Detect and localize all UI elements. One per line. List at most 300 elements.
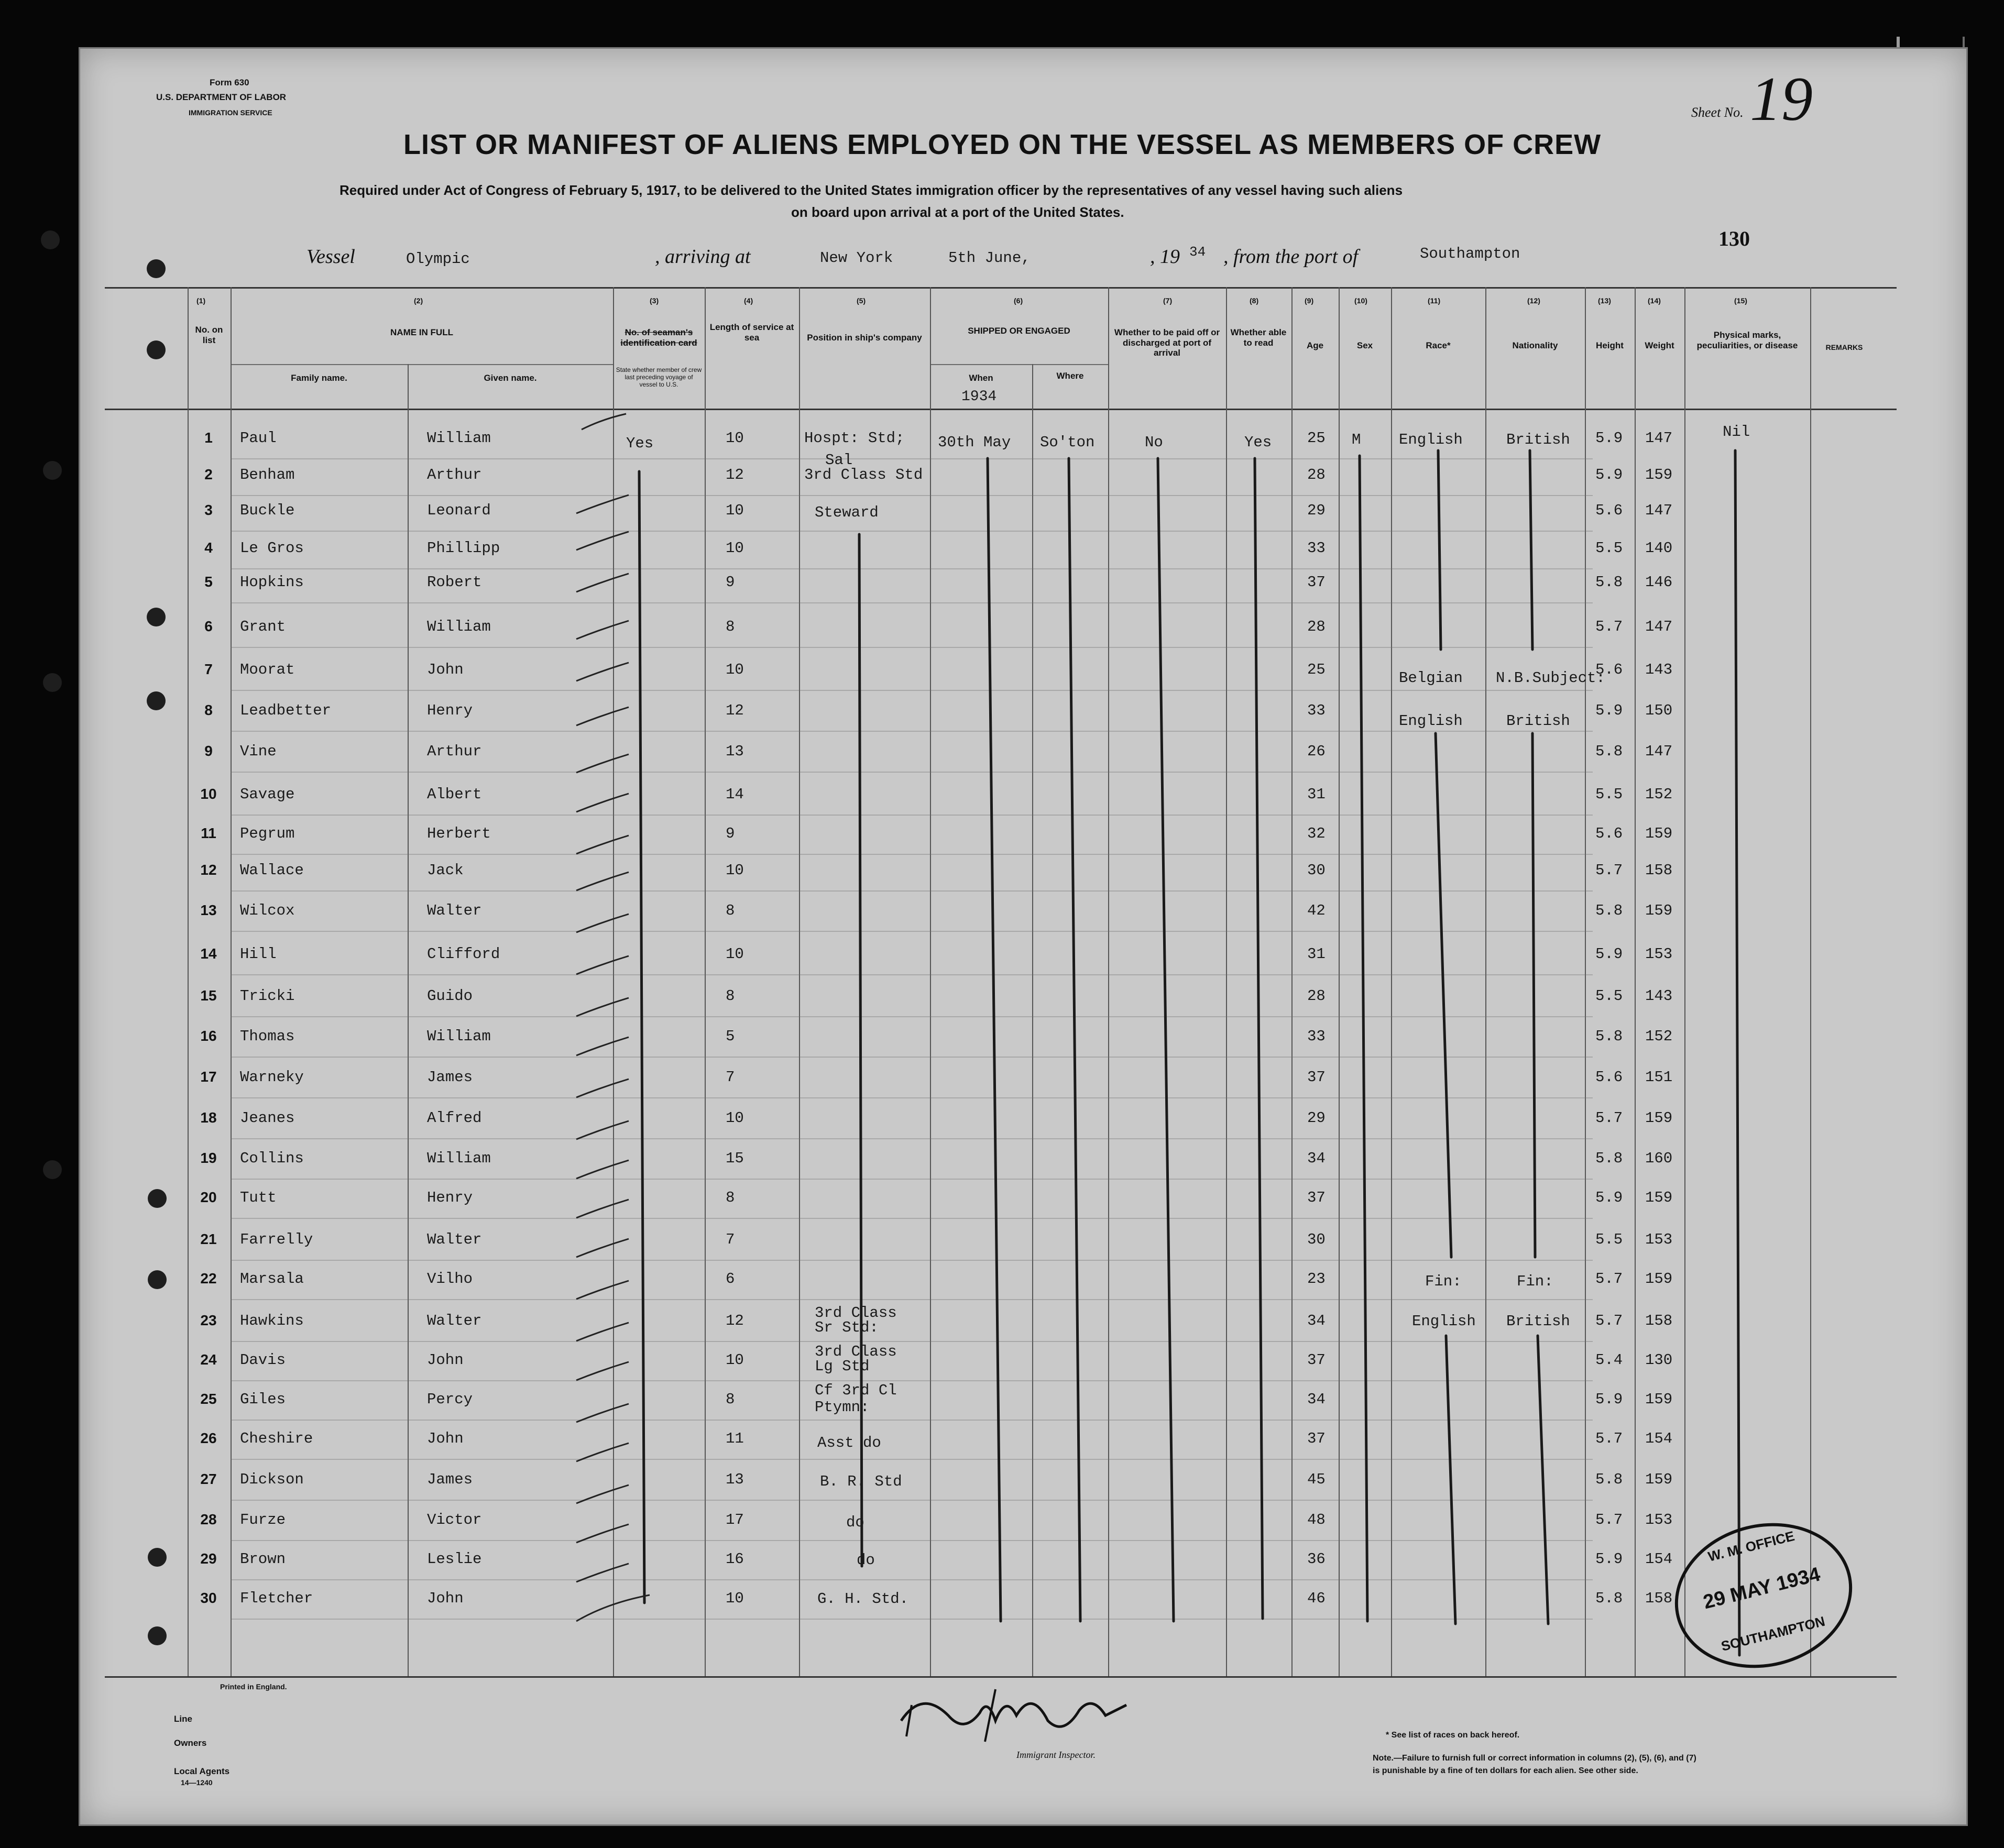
family-name: Furze (240, 1511, 286, 1528)
weight: 154 (1645, 1430, 1673, 1447)
col8-number: (8) (1250, 296, 1259, 305)
height: 5.9 (1595, 430, 1623, 447)
row-number: 28 (200, 1511, 217, 1527)
col6-number: (6) (1014, 296, 1023, 305)
form-title: LIST OR MANIFEST OF ALIENS EMPLOYED ON THE VESSEL AS MEMBERS OF CREW (403, 129, 1602, 160)
physical-marks: Nil (1723, 423, 1750, 441)
given-name: Herbert (427, 825, 491, 842)
weight: 158 (1645, 1312, 1673, 1329)
age: 29 (1307, 502, 1326, 519)
col10-header: Sex (1356, 340, 1373, 350)
col6-when-header: When (969, 373, 993, 383)
service: IMMIGRATION SERVICE (189, 108, 272, 117)
row-number: 22 (200, 1270, 217, 1286)
service-years: 14 (726, 786, 744, 803)
family-name: Buckle (240, 502, 295, 519)
vessel-label: Vessel (306, 246, 355, 268)
stamp-date: 29 MAY 1934 (1701, 1563, 1823, 1614)
service-years: 6 (726, 1270, 735, 1288)
service-years: 16 (726, 1550, 744, 1568)
weight: 147 (1645, 743, 1673, 760)
family-name: Leadbetter (240, 702, 332, 719)
family-name: Tutt (240, 1189, 277, 1206)
family-name: Fletcher (240, 1590, 313, 1607)
position-row-23b: Sr Std: (815, 1319, 879, 1336)
row-number: 27 (200, 1471, 217, 1487)
row-number: 29 (200, 1550, 217, 1567)
height: 5.9 (1595, 466, 1623, 483)
given-name: Robert (427, 574, 482, 591)
position-row-3: Steward (815, 504, 879, 521)
service-years: 13 (726, 743, 744, 760)
inspector-label: Immigrant Inspector. (1016, 1750, 1096, 1760)
col14-number: (14) (1648, 296, 1661, 305)
given-name: Leslie (427, 1550, 482, 1568)
given-name: Arthur (427, 743, 482, 760)
age: 31 (1307, 945, 1326, 963)
col15-number: (15) (1734, 296, 1747, 305)
given-name: John (427, 1430, 464, 1447)
height: 5.9 (1595, 945, 1623, 963)
given-name: Victor (427, 1511, 482, 1528)
col12-number: (12) (1527, 296, 1540, 305)
service-years: 7 (726, 1231, 735, 1248)
family-name: Marsala (240, 1270, 304, 1288)
weight: 147 (1645, 618, 1673, 635)
given-name: Henry (427, 702, 473, 719)
nationality-row-23: British (1506, 1313, 1570, 1330)
weight: 152 (1645, 786, 1673, 803)
height: 5.7 (1595, 618, 1623, 635)
height: 5.8 (1595, 902, 1623, 919)
age: 30 (1307, 1231, 1326, 1248)
age: 26 (1307, 743, 1326, 760)
service-years: 8 (726, 987, 735, 1005)
inspector-signature (891, 1684, 1137, 1747)
given-name: Walter (427, 1231, 482, 1248)
family-name: Jeanes (240, 1109, 295, 1127)
weight: 152 (1645, 1028, 1673, 1045)
weight: 159 (1645, 825, 1673, 842)
col12-header: Nationality (1512, 340, 1558, 350)
row-number: 24 (200, 1351, 217, 1368)
note-line-2: is punishable by a fine of ten dollars for each alien. See other side. (1373, 1766, 1638, 1775)
height: 5.7 (1595, 1430, 1623, 1447)
family-name: Hawkins (240, 1312, 304, 1329)
col8-header: Whether able to read (1230, 327, 1287, 348)
col4-number: (4) (744, 296, 753, 305)
age: 34 (1307, 1391, 1326, 1408)
age: 36 (1307, 1550, 1326, 1568)
height: 5.7 (1595, 1109, 1623, 1127)
given-name: Alfred (427, 1109, 482, 1127)
stamp-top: W. M. OFFICE (1706, 1527, 1797, 1565)
height: 5.8 (1595, 1150, 1623, 1167)
weight: 154 (1645, 1550, 1673, 1568)
age: 45 (1307, 1471, 1326, 1488)
family-name: Davis (240, 1351, 286, 1369)
family-name: Wilcox (240, 902, 295, 919)
family-name: Savage (240, 786, 295, 803)
service-years: 10 (726, 1109, 744, 1127)
race-row-23: English (1412, 1313, 1476, 1330)
given-name: Albert (427, 786, 482, 803)
age: 33 (1307, 540, 1326, 557)
weight: 159 (1645, 1391, 1673, 1408)
row-number: 21 (200, 1231, 217, 1247)
col3-subheader: State whether member of crew last preceding voyage of vessel to U.S. (616, 366, 702, 388)
weight: 153 (1645, 945, 1673, 963)
age: 42 (1307, 902, 1326, 919)
service-years: 13 (726, 1471, 744, 1488)
col1-number: (1) (196, 296, 206, 305)
age: 28 (1307, 618, 1326, 635)
family-name: Warneky (240, 1069, 304, 1086)
service-years: 10 (726, 862, 744, 879)
row-number: 3 (204, 502, 213, 518)
weight: 159 (1645, 466, 1673, 483)
row-number: 18 (200, 1109, 217, 1126)
service-years: 11 (726, 1430, 744, 1447)
col2-number: (2) (414, 296, 423, 305)
row-number: 2 (204, 466, 213, 482)
given-name: Leonard (427, 502, 491, 519)
height: 5.6 (1595, 502, 1623, 519)
position-row-23a: 3rd Class (815, 1304, 897, 1322)
given-name: James (427, 1471, 473, 1488)
form-subtitle-1: Required under Act of Congress of February 5, 1917, to be delivered to the United States immigration officer by the representatives of any vessel having such aliens (340, 182, 1403, 198)
weight: 159 (1645, 902, 1673, 919)
service-years: 8 (726, 902, 735, 919)
height: 5.8 (1595, 1028, 1623, 1045)
weight: 159 (1645, 1471, 1673, 1488)
row-number: 17 (200, 1069, 217, 1085)
row-number: 7 (204, 661, 213, 677)
race-row-7: Belgian (1399, 669, 1463, 687)
family-name: Tricki (240, 987, 295, 1005)
height: 5.6 (1595, 1069, 1623, 1086)
given-name: Walter (427, 1312, 482, 1329)
service-years: 10 (726, 945, 744, 963)
position-row-24b: Lg Std (815, 1358, 870, 1375)
weight: 158 (1645, 1590, 1673, 1607)
age: 28 (1307, 987, 1326, 1005)
family-name: Le Gros (240, 540, 304, 557)
weight: 153 (1645, 1231, 1673, 1248)
family-name: Vine (240, 743, 277, 760)
family-name: Moorat (240, 661, 295, 678)
position-row-25b: Ptymn: (815, 1399, 870, 1416)
col2-family-header: Family name. (291, 373, 347, 383)
col9-number: (9) (1305, 296, 1314, 305)
service-years: 10 (726, 1351, 744, 1369)
row-number: 23 (200, 1312, 217, 1328)
stamp-bottom: SOUTHAMPTON (1719, 1613, 1827, 1654)
printed-in: Printed in England. (220, 1682, 287, 1691)
position-row-27: B. R. Std (820, 1473, 902, 1490)
form-number: Form 630 (210, 78, 249, 87)
year-label: , 19 (1150, 246, 1180, 268)
weight: 130 (1645, 1351, 1673, 1369)
height: 5.6 (1595, 825, 1623, 842)
shipped-when: 30th May (938, 434, 1011, 451)
family-name: Pegrum (240, 825, 295, 842)
weight: 140 (1645, 540, 1673, 557)
row-number: 15 (200, 987, 217, 1004)
col11-number: (11) (1428, 296, 1441, 305)
department: U.S. DEPARTMENT OF LABOR (156, 92, 287, 102)
given-name: William (427, 1028, 491, 1045)
height: 5.6 (1595, 661, 1623, 678)
height: 5.7 (1595, 1312, 1623, 1329)
given-name: John (427, 1351, 464, 1369)
height: 5.5 (1595, 1231, 1623, 1248)
weight: 153 (1645, 1511, 1673, 1528)
service-years: 12 (726, 702, 744, 719)
height: 5.8 (1595, 1590, 1623, 1607)
height: 5.7 (1595, 1270, 1623, 1288)
position-row-1: Hospt: Std; (804, 430, 905, 447)
col9-header: Age (1306, 340, 1324, 350)
position-row-28: do (846, 1514, 864, 1531)
col1-header: No. on list (195, 325, 223, 345)
age: 25 (1307, 430, 1326, 447)
service-years: 17 (726, 1511, 744, 1528)
col6-where-header: Where (1056, 371, 1084, 381)
vessel-name: Olympic (406, 250, 470, 268)
col7-header: Whether to be paid off or discharged at port of arrival (1114, 327, 1220, 358)
row-number: 14 (200, 945, 217, 962)
sex: M (1352, 431, 1361, 448)
row-number: 8 (204, 702, 213, 718)
position-row-30: G. H. Std. (817, 1590, 909, 1608)
row-number: 10 (200, 786, 217, 802)
given-name: William (427, 430, 491, 447)
age: 31 (1307, 786, 1326, 803)
height: 5.9 (1595, 1189, 1623, 1206)
col2-given-header: Given name. (484, 373, 537, 383)
age: 34 (1307, 1312, 1326, 1329)
given-name: Percy (427, 1391, 473, 1408)
sheet-number: 19 (1750, 64, 1813, 134)
height: 5.5 (1595, 540, 1623, 557)
note-line-1: Note.—Failure to furnish full or correct information in columns (2), (5), (6), and (7) (1373, 1754, 1696, 1763)
height: 5.5 (1595, 987, 1623, 1005)
service-years: 8 (726, 1189, 735, 1206)
age: 25 (1307, 661, 1326, 678)
list-number: 130 (1718, 227, 1750, 250)
age: 30 (1307, 862, 1326, 879)
departure-port: Southampton (1420, 245, 1520, 262)
nationality-row-7: N.B.Subject: (1496, 669, 1605, 687)
weight: 159 (1645, 1189, 1673, 1206)
weight: 160 (1645, 1150, 1673, 1167)
height: 5.7 (1595, 1511, 1623, 1528)
weight: 147 (1645, 502, 1673, 519)
height: 5.8 (1595, 1471, 1623, 1488)
weight: 158 (1645, 862, 1673, 879)
age: 37 (1307, 1430, 1326, 1447)
service-years: 10 (726, 540, 744, 557)
agents-code: 14—1240 (181, 1778, 213, 1787)
row-number: 13 (200, 902, 217, 918)
row-number: 19 (200, 1150, 217, 1166)
col6-header: SHIPPED OR ENGAGED (968, 326, 1070, 336)
col2-header: NAME IN FULL (390, 327, 453, 337)
race-row-22: Fin: (1425, 1273, 1462, 1290)
service-years: 5 (726, 1028, 735, 1045)
position-row-26: Asst do (817, 1434, 881, 1451)
height: 5.9 (1595, 702, 1623, 719)
family-name: Wallace (240, 862, 304, 879)
age: 29 (1307, 1109, 1326, 1127)
weight: 159 (1645, 1270, 1673, 1288)
row-number: 30 (200, 1590, 217, 1606)
weight: 146 (1645, 574, 1673, 591)
shipped-year: 1934 (961, 389, 997, 405)
col4-header: Length of service at sea (709, 322, 794, 343)
arrival-port: New York (820, 249, 893, 267)
family-name: Benham (240, 466, 295, 483)
col10-number: (10) (1354, 296, 1367, 305)
height: 5.7 (1595, 862, 1623, 879)
weight: 143 (1645, 661, 1673, 678)
given-name: Henry (427, 1189, 473, 1206)
given-name: Clifford (427, 945, 500, 963)
family-name: Dickson (240, 1471, 304, 1488)
given-name: John (427, 1590, 464, 1607)
row-number: 1 (204, 430, 213, 446)
age: 33 (1307, 1028, 1326, 1045)
family-name: Farrelly (240, 1231, 313, 1248)
agents-label: Local Agents (174, 1766, 230, 1776)
year-value: 34 (1189, 244, 1206, 260)
sheet-label: Sheet No. (1691, 105, 1744, 120)
age: 33 (1307, 702, 1326, 719)
remarks-header: REMARKS (1825, 343, 1863, 351)
last-voyage-answer: Yes (626, 435, 654, 452)
nationality: British (1506, 431, 1570, 448)
able-to-read: Yes (1244, 434, 1272, 451)
age: 32 (1307, 825, 1326, 842)
family-name: Giles (240, 1391, 286, 1408)
col5-header: Position in ship's company (807, 333, 922, 343)
nationality-row-8: British (1506, 712, 1570, 730)
age: 37 (1307, 574, 1326, 591)
row-number: 26 (200, 1430, 217, 1446)
col7-number: (7) (1163, 296, 1173, 305)
arriving-label: , arriving at (655, 246, 751, 268)
given-name: Guido (427, 987, 473, 1005)
owners-label: Owners (174, 1738, 207, 1748)
col3-header: No. of seaman's identification card (620, 327, 697, 348)
given-name: Phillipp (427, 540, 500, 557)
nationality-row-22: Fin: (1517, 1273, 1553, 1290)
height: 5.8 (1595, 743, 1623, 760)
age: 28 (1307, 466, 1326, 483)
service-years: 10 (726, 1590, 744, 1607)
row-number: 4 (204, 540, 213, 556)
races-note: * See list of races on back hereof. (1386, 1731, 1520, 1740)
position-row-2b: 3rd Class Std (804, 466, 923, 483)
age: 37 (1307, 1069, 1326, 1086)
row-number: 5 (204, 574, 213, 590)
row-number: 20 (200, 1189, 217, 1205)
race: English (1399, 431, 1463, 448)
age: 23 (1307, 1270, 1326, 1288)
given-name: Walter (427, 902, 482, 919)
height: 5.8 (1595, 574, 1623, 591)
weight: 159 (1645, 1109, 1673, 1127)
from-port-label: , from the port of (1223, 246, 1359, 268)
position-row-24a: 3rd Class (815, 1343, 897, 1360)
col15-header: Physical marks, peculiarities, or disease (1696, 330, 1798, 350)
height: 5.9 (1595, 1391, 1623, 1408)
row-number: 6 (204, 618, 213, 634)
family-name: Brown (240, 1550, 286, 1568)
given-name: Jack (427, 862, 464, 879)
position-row-29: do (857, 1552, 875, 1569)
weight: 150 (1645, 702, 1673, 719)
service-years: 10 (726, 661, 744, 678)
row-number: 25 (200, 1391, 217, 1407)
shipped-where: So'ton (1040, 434, 1095, 451)
col11-header: Race* (1426, 340, 1451, 350)
service-years: 10 (726, 502, 744, 519)
form-subtitle-2: on board upon arrival at a port of the United States. (791, 204, 1124, 220)
family-name: Cheshire (240, 1430, 313, 1447)
arrival-date: 5th June, (948, 249, 1031, 267)
col5-number: (5) (857, 296, 866, 305)
weight: 147 (1645, 430, 1673, 447)
col14-header: Weight (1645, 340, 1674, 350)
service-years: 10 (726, 430, 744, 447)
given-name: William (427, 618, 491, 635)
col13-number: (13) (1598, 296, 1611, 305)
row-number: 12 (200, 862, 217, 878)
position-row-25a: Cf 3rd Cl (815, 1382, 897, 1399)
family-name: Paul (240, 430, 277, 447)
service-years: 15 (726, 1150, 744, 1167)
given-name: John (427, 661, 464, 678)
service-years: 8 (726, 618, 735, 635)
family-name: Collins (240, 1150, 304, 1167)
age: 37 (1307, 1351, 1326, 1369)
service-years: 12 (726, 1312, 744, 1329)
age: 48 (1307, 1511, 1326, 1528)
line-label: Line (174, 1714, 192, 1724)
weight: 143 (1645, 987, 1673, 1005)
col3-number: (3) (650, 296, 659, 305)
row-number: 9 (204, 743, 213, 759)
service-years: 7 (726, 1069, 735, 1086)
paid-off: No (1145, 434, 1163, 451)
weight: 151 (1645, 1069, 1673, 1086)
row-number: 11 (201, 825, 216, 841)
row-number: 16 (200, 1028, 217, 1044)
given-name: Arthur (427, 466, 482, 483)
height: 5.9 (1595, 1550, 1623, 1568)
family-name: Hill (240, 945, 277, 963)
age: 37 (1307, 1189, 1326, 1206)
height: 5.5 (1595, 786, 1623, 803)
given-name: Vilho (427, 1270, 473, 1288)
height: 5.4 (1595, 1351, 1623, 1369)
service-years: 8 (726, 1391, 735, 1408)
family-name: Grant (240, 618, 286, 635)
given-name: James (427, 1069, 473, 1086)
service-years: 12 (726, 466, 744, 483)
